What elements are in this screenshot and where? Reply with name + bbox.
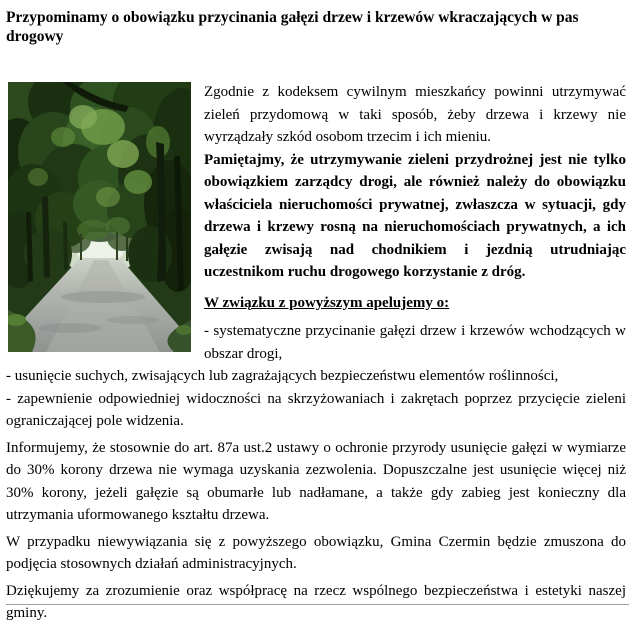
road-photo: [8, 82, 191, 352]
paragraph-legal-info: Informujemy, że stosownie do art. 87a ust.2 ustawy o ochronie przyrody usunięcie gałęzi w wymiarze do 30% korony drzewa nie wymaga uzyskania zezwolenia. Dopuszczalne jest usunięcie więcej niż 30% korony, jeżeli gałęzie są obumarłe lub nadłamane, a także gdy zabieg jest konieczny dla utrzymania uformowanego kształtu drzewa.: [6, 439, 626, 523]
paragraph-reminder-bold: Pamiętajmy, że utrzymywanie zieleni przydrożnej jest nie tylko obowiązkiem zarządcy drogi, ale również należy do obowiązku właściciela nieruchomości prywatnej, zwłaszcza w sytuacji, gdy drzewa i krzewy rosną na nieruchomościach prywatnych, a ich gałęzie zwisają nad chodnikiem i jezdnią utrudniając uczestnikom ruchu drogowego korzystanie z dróg.: [204, 151, 626, 280]
document-body: [6, 81, 626, 625]
paragraph-thanks: Dziękujemy za zrozumienie oraz współpracę na rzecz wspólnego bezpieczeństwa i estetyki naszej gminy.: [6, 582, 626, 621]
bullet-item-visibility: - zapewnienie odpowiedniej widoczności na skrzyżowaniach i zakrętach poprzez przycięcie zieleni ograniczającej pole widzenia.: [6, 390, 626, 429]
page-title: Przypominamy o obowiązku przycinania gałęzi drzew i krzewów wkraczających w pas drogowy: [6, 9, 579, 45]
bullet-item-trimming: - systematyczne przycinanie gałęzi drzew i krzewów wchodzących w obszar drogi,: [204, 323, 626, 362]
bottom-divider: [6, 604, 629, 605]
paragraph-civil-code: Zgodnie z kodeksem cywilnym mieszkańcy powinni utrzymywać zieleń przydomową w taki sposób, żeby drzewa i krzewy nie wyrządzały szkód osobom trzecim i ich mieniu.: [204, 84, 626, 145]
appeal-heading-text: W związku z powyższym apelujemy o:: [204, 294, 450, 311]
paragraph-warning: W przypadku niewywiązania się z powyższego obowiązku, Gmina Czermin będzie zmuszona do podjęcia stosownych działań administracyjnych.: [6, 533, 626, 572]
bullet-item-removal: - usunięcie suchych, zwisających lub zagrażających bezpieczeństwu elementów roślinności,: [6, 368, 559, 384]
tree-lined-road-illustration: [8, 82, 191, 352]
